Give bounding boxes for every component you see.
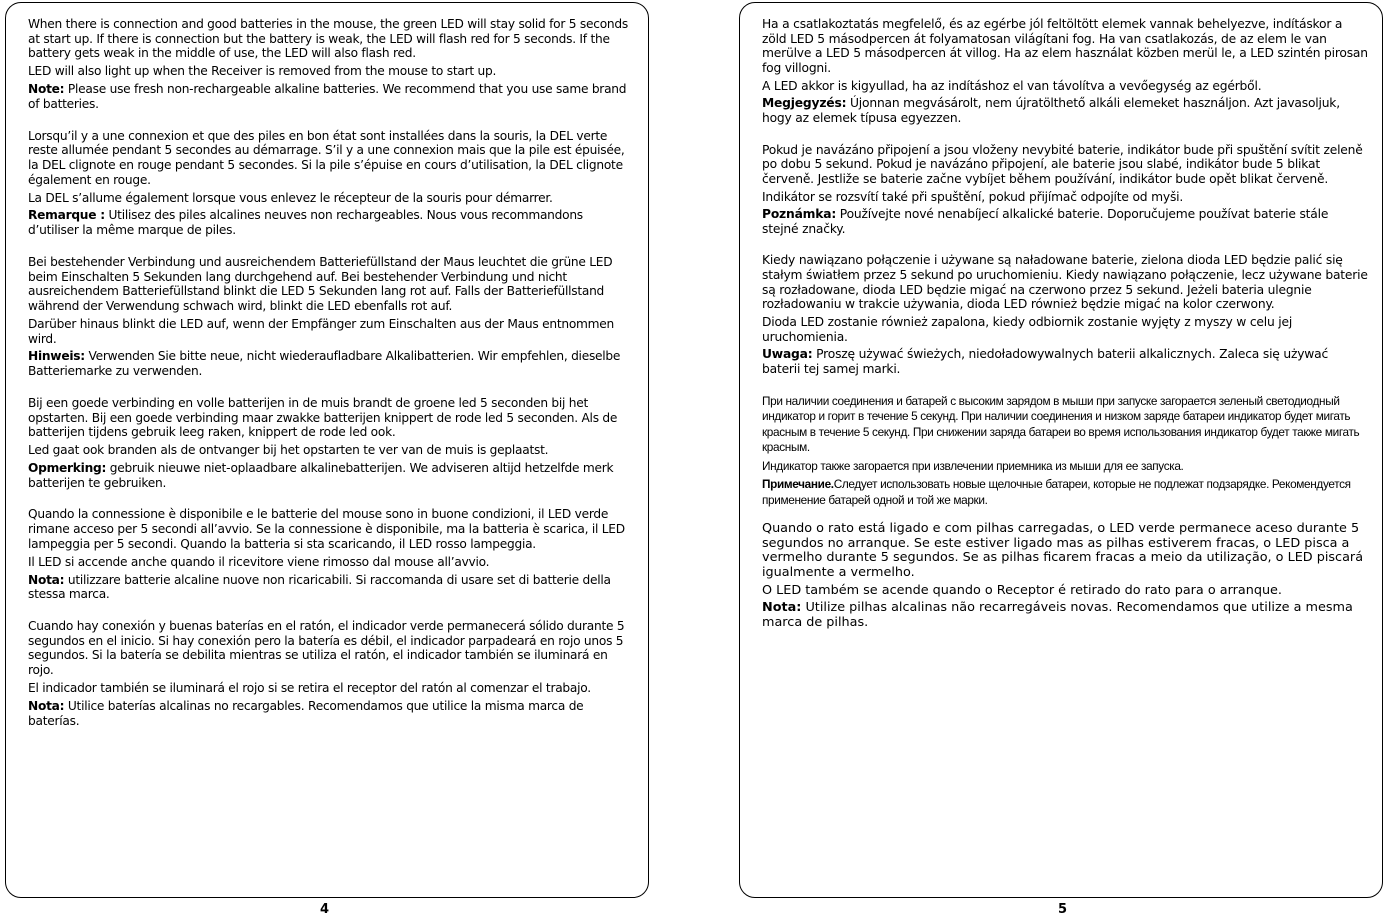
paragraph-receiver: Индикатор также загорается при извлечении приемника из мыши для ее запуска. bbox=[762, 458, 1184, 473]
paragraph-led-status: Lorsqu’il y a une connexion et que des piles en bon état sont installées dans la souris, la DEL verte reste allumée pendant 5 secondes au démarrage. S’il y a une connexion mais que la pile est épuisée, la DEL clignote en rouge pendant 5 secondes. Si la pile s’épuise en cours d’utilisation, la DEL clignote également en rouge. bbox=[28, 128, 625, 187]
note-label: Note: bbox=[28, 82, 65, 97]
paragraph-receiver: LED will also light up when the Receiver is removed from the mouse to start up. bbox=[28, 64, 497, 79]
section-czech bbox=[762, 143, 1368, 237]
note-paragraph bbox=[28, 699, 634, 728]
note-paragraph bbox=[762, 207, 1368, 236]
paragraph-led-status: Bij een goede verbinding en volle batterijen in de muis brandt de groene led 5 seconden bij het opstarten. Bij een goede verbinding maar zwakke batterijen knippert de rode led 5 seconden. Als de batterijen tijdens gebruik leeg raken, knippert de rode led ook. bbox=[28, 395, 618, 440]
note-text: Utilisez des piles alcalines neuves non rechargeables. Nous vous recommandons d’utiliser la même marque de piles. bbox=[28, 208, 583, 238]
note-text: Следует использовать новые щелочные батареи, которые не подлежат подзарядке. Рекомендуется применение батарей одной и той же марки. bbox=[762, 477, 1351, 507]
paragraph-receiver: Dioda LED zostanie również zapalona, kiedy odbiornik zostanie wyjęty z myszy w celu jej uruchomienia. bbox=[762, 315, 1293, 344]
paragraph-led-status: Kiedy nawiązano połączenie i używane są naładowane baterie, zielona dioda LED będzie palić się stałym światłem przez 5 sekund po uruchomieniu. Kiedy nawiązano połączenie, lecz używane baterie są rozładowane, dioda LED będzie migać na czerwono przez 5 sekund. Jeżeli bateria ulegnie rozładowaniu w trakcie używania, dioda LED również będzie migać na kolor czerwony. bbox=[762, 253, 1368, 312]
note-text: Újonnan megvásárolt, nem újratölthető alkáli elemeket használjon. Azt javasoljuk, hogy az elemek típusa egyezzen. bbox=[762, 96, 1340, 125]
note-text: gebruik nieuwe niet-oplaadbare alkalinebatterijen. We adviseren altijd hetzelfde merk batterijen te gebruiken. bbox=[28, 461, 614, 490]
section-portuguese bbox=[762, 522, 1368, 630]
note-paragraph bbox=[28, 461, 634, 490]
note-text: Utilize pilhas alcalinas não recarregáveis novas. Recomendamos que utilize a mesma marca de pilhas. bbox=[762, 600, 1353, 630]
note-label: Remarque : bbox=[28, 208, 105, 223]
note-label: Megjegyzés: bbox=[762, 96, 847, 111]
note-text: Používejte nové nenabíjecí alkalické baterie. Doporučujeme používat baterie stále stejné značky. bbox=[762, 207, 1329, 236]
note-label: Примечание. bbox=[762, 477, 834, 492]
note-paragraph bbox=[762, 477, 1368, 508]
note-paragraph bbox=[762, 601, 1368, 630]
note-label: Hinweis: bbox=[28, 349, 85, 364]
section-polish bbox=[762, 253, 1368, 376]
paragraph-led-status: Quando la connessione è disponibile e le batterie del mouse sono in buone condizioni, il LED verde rimane acceso per 5 secondi all’avvio. Se la connessione è disponibile, ma la batteria è scarica, il LED lampeggia per 5 secondi. Quando la batteria si sta scaricando, il LED rosso lampeggia. bbox=[28, 507, 625, 551]
right-page bbox=[739, 2, 1383, 898]
paragraph-receiver: Darüber hinaus blinkt die LED auf, wenn der Empfänger zum Einschalten aus der Maus entnommen wird. bbox=[28, 316, 614, 346]
paragraph-led-status: Quando o rato está ligado e com pilhas carregadas, o LED verde permanece aceso durante 5 segundos no arranque. Se este estiver ligado mas as pilhas estiverem fracas, o LED pisca a vermelho durante 5 segundos. Se as pilhas ficarem fracas a meio da utilização, o LED piscará igualmente a vermelho. bbox=[762, 521, 1364, 580]
section-english bbox=[28, 17, 634, 112]
paragraph-led-status: Cuando hay conexión y buenas baterías en el ratón, el indicador verde permanecerá sólido durante 5 segundos en el inicio. Si hay conexión pero la batería es débil, el indicador parpadeará en rojo unos 5 segundos. Si la batería se debilita mientras se utiliza el ratón, el indicador también se iluminará en rojo. bbox=[28, 619, 625, 678]
section-german bbox=[28, 255, 634, 379]
note-label: Opmerking: bbox=[28, 461, 107, 476]
section-spanish bbox=[28, 619, 634, 728]
section-dutch bbox=[28, 396, 634, 491]
note-paragraph bbox=[762, 347, 1368, 376]
note-text: Utilice baterías alcalinas no recargables. Recomendamos que utilice la misma marca de baterías. bbox=[28, 698, 584, 728]
note-label: Nota: bbox=[28, 698, 65, 713]
note-label: Nota: bbox=[762, 600, 802, 616]
paragraph-receiver: Indikátor se rozsvítí také při spuštění, pokud přijímač odpojíte od myši. bbox=[762, 189, 1184, 204]
paragraph-receiver: A LED akkor is kigyullad, ha az indításhoz el van távolítva a vevőegység az egérből. bbox=[762, 78, 1262, 93]
note-paragraph bbox=[28, 349, 634, 378]
note-paragraph bbox=[28, 82, 634, 111]
page-number-left: 4 bbox=[320, 902, 330, 917]
note-paragraph bbox=[28, 573, 634, 602]
paragraph-receiver: O LED também se acende quando o Receptor é retirado do rato para o arranque. bbox=[762, 582, 1282, 598]
paragraph-led-status: При наличии соединения и батарей с высоким зарядом в мыши при запуске загорается зеленый светодиодный индикатор и горит в течение 5 секунд. При наличии соединения и низком заряде батареи индикатор будет мигать красным в течение 5 секунд. При снижении заряда батареи во время использования индикатор будет также мигать красным. bbox=[762, 393, 1360, 455]
note-paragraph bbox=[762, 96, 1368, 125]
paragraph-led-status: When there is connection and good batteries in the mouse, the green LED will stay solid for 5 seconds at start up. If there is connection but the battery is weak, the LED will flash red for 5 seconds. If the battery gets weak in the middle of use, the LED will also flash red. bbox=[28, 17, 628, 61]
note-text: Please use fresh non-rechargeable alkaline batteries. We recommend that you use same brand of batteries. bbox=[28, 82, 627, 111]
section-hungarian bbox=[762, 17, 1368, 126]
note-label: Poznámka: bbox=[762, 207, 837, 222]
note-text: utilizzare batterie alcaline nuove non ricaricabili. Si raccomanda di usare set di batterie della stessa marca. bbox=[28, 572, 611, 602]
note-text: Verwenden Sie bitte neue, nicht wiederaufladbare Alkalibatterien. Wir empfehlen, dieselbe Batteriemarke zu verwenden. bbox=[28, 349, 621, 379]
right-page-column bbox=[762, 17, 1368, 647]
paragraph-receiver: Il LED si accende anche quando il ricevitore viene rimosso dal mouse all’avvio. bbox=[28, 554, 490, 569]
section-french bbox=[28, 129, 634, 238]
note-label: Nota: bbox=[28, 572, 65, 587]
section-italian bbox=[28, 507, 634, 602]
note-label: Uwaga: bbox=[762, 347, 813, 362]
note-text: Proszę używać świeżych, niedoładowywalnych baterii alkalicznych. Zaleca się używać baterii tej samej marki. bbox=[762, 347, 1329, 376]
paragraph-receiver: Led gaat ook branden als de ontvanger bij het opstarten te ver van de muis is geplaatst. bbox=[28, 443, 549, 458]
left-page-column bbox=[28, 17, 634, 745]
paragraph-led-status: Pokud je navázáno připojení a jsou vloženy nevybité baterie, indikátor bude při spuštění svítit zeleně po dobu 5 sekund. Pokud je navázáno připojení, ale baterie jsou slabé, indikátor bude 5 blikat červeně. Jestliže se baterie začne vybíjet během používání, indikátor bude opět blikat červeně. bbox=[762, 142, 1363, 186]
paragraph-receiver: El indicador también se iluminará el rojo si se retira el receptor del ratón al comenzar el trabajo. bbox=[28, 681, 591, 696]
paragraph-receiver: La DEL s’allume également lorsque vous enlevez le récepteur de la souris pour démarrer. bbox=[28, 190, 553, 205]
section-russian bbox=[762, 394, 1368, 509]
paragraph-led-status: Ha a csatlakoztatás megfelelő, és az egérbe jól feltöltött elemek vannak behelyezve, indításkor a zöld LED 5 másodpercen át folyamatosan világítani fog. Ha van csatlakozás, de az elem le van merülve a LED 5 másodpercen át villog. Ha az elem használat közben merül le, a LED szintén pirosan fog villogni. bbox=[762, 17, 1368, 75]
note-paragraph bbox=[28, 208, 634, 237]
paragraph-led-status: Bei bestehender Verbindung und ausreichendem Batteriefüllstand der Maus leuchtet die grüne LED beim Einschalten 5 Sekunden lang durchgehend auf. Bei bestehender Verbindung und nicht ausreichendem Batteriefüllstand blinkt die LED 5 Sekunden lang rot auf. Falls der Batteriefüllstand während der Verwendung schwach wird, blinkt die LED ebenfalls rot auf. bbox=[28, 254, 613, 313]
page-number-right: 5 bbox=[1058, 902, 1068, 917]
left-page bbox=[5, 2, 649, 898]
